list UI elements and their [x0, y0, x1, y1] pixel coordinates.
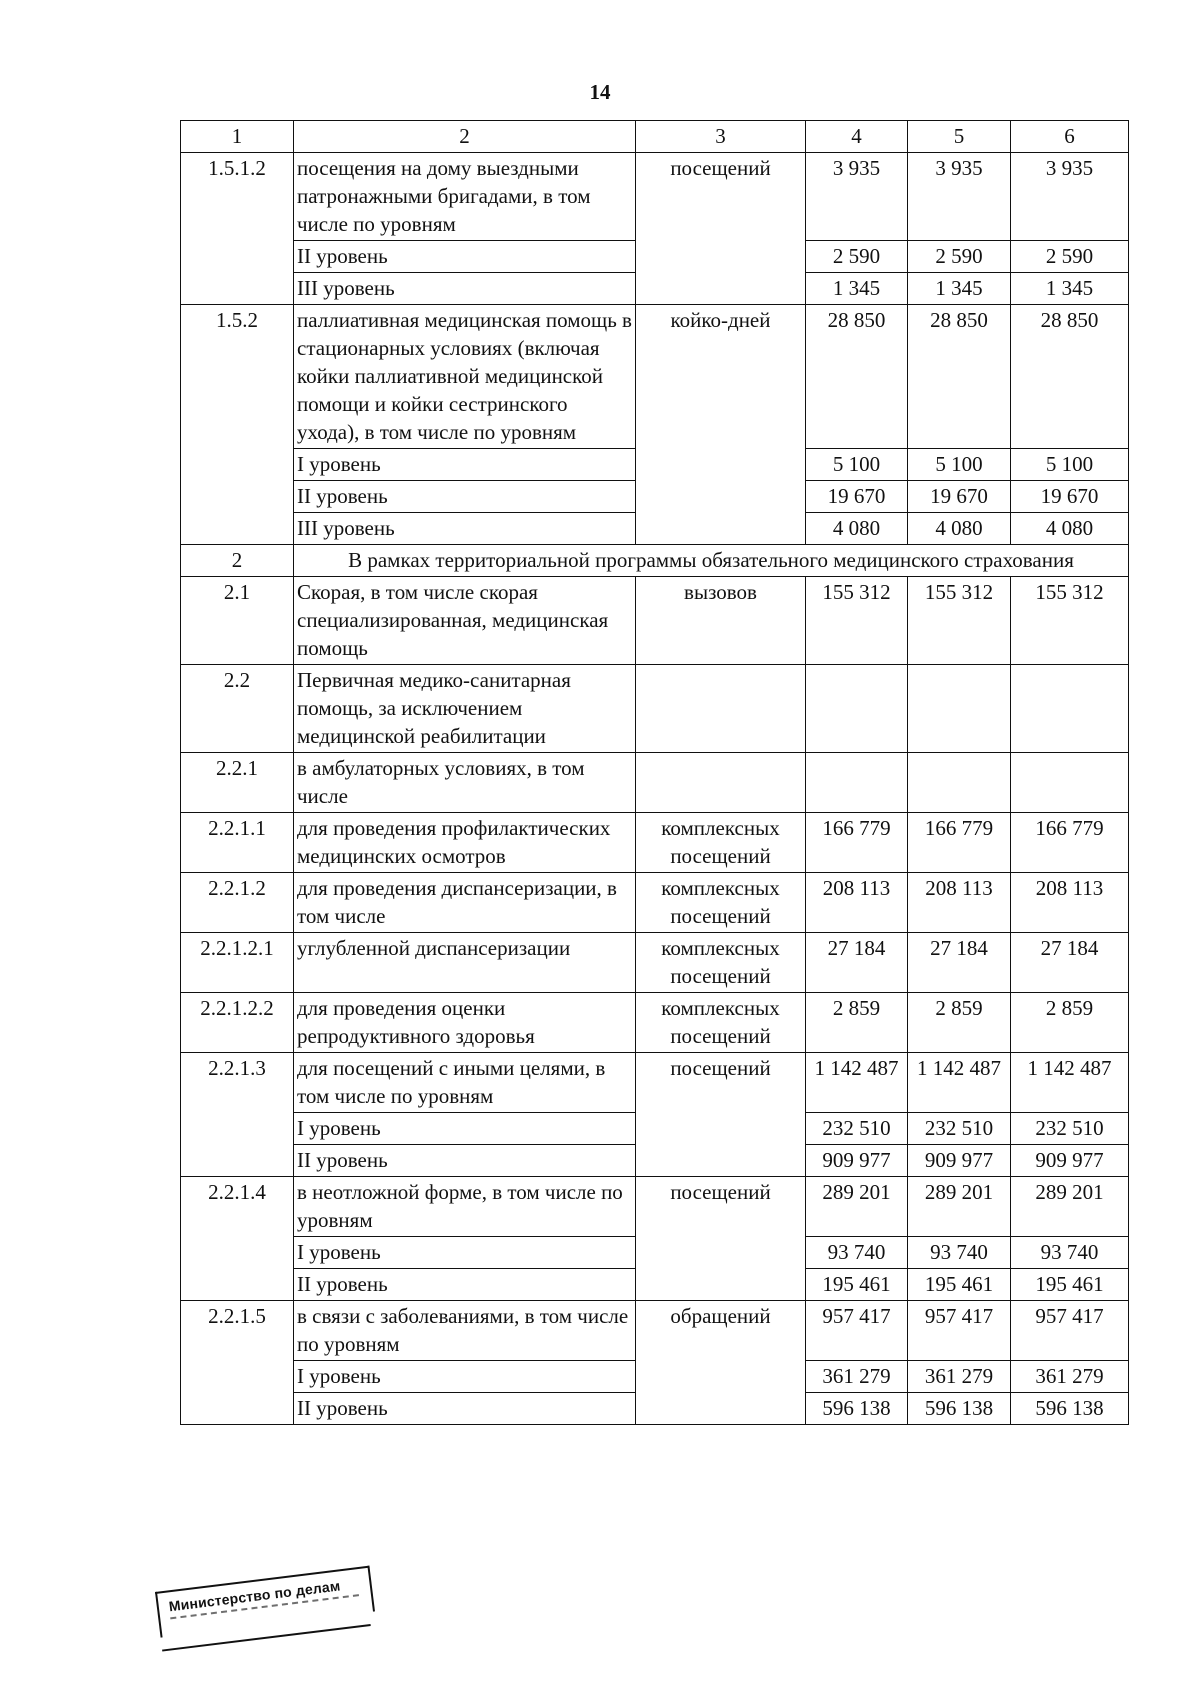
- row-value-col4: 19 670: [806, 481, 908, 513]
- row-code: 1.5.1.2: [181, 153, 294, 305]
- row-value-col5: 2 859: [908, 993, 1011, 1053]
- page-number: 14: [589, 80, 611, 104]
- row-value-col4: 166 779: [806, 813, 908, 873]
- row-value-col4: [806, 753, 908, 813]
- row-value-col6: 208 113: [1011, 873, 1129, 933]
- row-code: 1.5.2: [181, 305, 294, 545]
- row-value-col5: 596 138: [908, 1393, 1011, 1425]
- row-value-col4: 3 935: [806, 153, 908, 241]
- row-value-col4: 957 417: [806, 1301, 908, 1361]
- row-value-col6: 957 417: [1011, 1301, 1129, 1361]
- row-value-col6: 19 670: [1011, 481, 1129, 513]
- data-table: [180, 120, 1129, 1425]
- stamp-text: Министерство по делам: [167, 1577, 342, 1615]
- row-value-col5: 957 417: [908, 1301, 1011, 1361]
- row-value-col4: 28 850: [806, 305, 908, 449]
- row-label: в амбулаторных условиях, в том числе: [294, 753, 636, 813]
- row-value-col6: 195 461: [1011, 1269, 1129, 1301]
- row-value-col4: 596 138: [806, 1393, 908, 1425]
- row-value-col6: 2 590: [1011, 241, 1129, 273]
- table-row: [181, 153, 1129, 241]
- row-value-col5: 2 590: [908, 241, 1011, 273]
- ministry-stamp: [155, 1565, 382, 1661]
- table-row: [181, 665, 1129, 753]
- row-value-col4: 93 740: [806, 1237, 908, 1269]
- row-code: 2.2.1.2.1: [181, 933, 294, 993]
- row-label: I уровень: [294, 1113, 636, 1145]
- row-value-col4: 2 590: [806, 241, 908, 273]
- row-code: 2.2: [181, 665, 294, 753]
- row-value-col4: 1 345: [806, 273, 908, 305]
- row-value-col4: 5 100: [806, 449, 908, 481]
- row-value-col6: 232 510: [1011, 1113, 1129, 1145]
- row-code: 2.1: [181, 577, 294, 665]
- row-value-col4: 232 510: [806, 1113, 908, 1145]
- table-row: [181, 813, 1129, 873]
- row-value-col4: 361 279: [806, 1361, 908, 1393]
- row-unit: посещений: [636, 1177, 806, 1301]
- header-row: [181, 121, 1129, 153]
- col-header-4: 4: [806, 121, 908, 153]
- row-value-col5: [908, 665, 1011, 753]
- table-row: [181, 933, 1129, 993]
- row-value-col5: 93 740: [908, 1237, 1011, 1269]
- row-value-col5: 27 184: [908, 933, 1011, 993]
- table-row: [181, 1177, 1129, 1237]
- row-value-col5: 155 312: [908, 577, 1011, 665]
- row-label: III уровень: [294, 513, 636, 545]
- row-label: для проведения оценки репродуктивного здоровья: [294, 993, 636, 1053]
- row-value-col5: [908, 753, 1011, 813]
- row-code: 2.2.1.2: [181, 873, 294, 933]
- row-value-col6: 3 935: [1011, 153, 1129, 241]
- row-label: в связи с заболеваниями, в том числе по уровням: [294, 1301, 636, 1361]
- row-value-col4: [806, 665, 908, 753]
- row-unit: посещений: [636, 153, 806, 305]
- row-value-col4: 208 113: [806, 873, 908, 933]
- row-label: II уровень: [294, 1269, 636, 1301]
- table-row: [181, 993, 1129, 1053]
- row-label: II уровень: [294, 1393, 636, 1425]
- row-label: Первичная медико-санитарная помощь, за исключением медицинской реабилитации: [294, 665, 636, 753]
- row-value-col4: 195 461: [806, 1269, 908, 1301]
- row-value-col6: 361 279: [1011, 1361, 1129, 1393]
- row-value-col6: 289 201: [1011, 1177, 1129, 1237]
- row-value-col6: 4 080: [1011, 513, 1129, 545]
- row-unit: комплексных посещений: [636, 873, 806, 933]
- row-value-col4: 4 080: [806, 513, 908, 545]
- row-value-col5: 19 670: [908, 481, 1011, 513]
- row-label: для посещений с иными целями, в том числе по уровням: [294, 1053, 636, 1113]
- row-label: I уровень: [294, 449, 636, 481]
- row-value-col6: 5 100: [1011, 449, 1129, 481]
- table-row: [181, 753, 1129, 813]
- row-value-col6: 2 859: [1011, 993, 1129, 1053]
- row-label: углубленной диспансеризации: [294, 933, 636, 993]
- col-header-2: 2: [294, 121, 636, 153]
- row-value-col5: 1 345: [908, 273, 1011, 305]
- row-value-col5: 4 080: [908, 513, 1011, 545]
- row-value-col5: 195 461: [908, 1269, 1011, 1301]
- col-header-6: 6: [1011, 121, 1129, 153]
- row-value-col6: [1011, 753, 1129, 813]
- row-code: 2: [181, 545, 294, 577]
- col-header-3: 3: [636, 121, 806, 153]
- row-code: 2.2.1.5: [181, 1301, 294, 1425]
- row-unit: посещений: [636, 1053, 806, 1177]
- col-header-1: 1: [181, 121, 294, 153]
- row-label: II уровень: [294, 1145, 636, 1177]
- table-row: [181, 1301, 1129, 1361]
- row-label: II уровень: [294, 481, 636, 513]
- row-value-col6: 909 977: [1011, 1145, 1129, 1177]
- row-code: 2.2.1.3: [181, 1053, 294, 1177]
- row-value-col5: 166 779: [908, 813, 1011, 873]
- row-label: для проведения профилактических медицинских осмотров: [294, 813, 636, 873]
- row-value-col5: 5 100: [908, 449, 1011, 481]
- row-value-col6: [1011, 665, 1129, 753]
- row-value-col5: 208 113: [908, 873, 1011, 933]
- row-value-col6: 1 142 487: [1011, 1053, 1129, 1113]
- row-value-col4: 1 142 487: [806, 1053, 908, 1113]
- row-code: 2.2.1: [181, 753, 294, 813]
- row-label: Скорая, в том числе скорая специализированная, медицинская помощь: [294, 577, 636, 665]
- table-row: [181, 873, 1129, 933]
- row-value-col4: 155 312: [806, 577, 908, 665]
- row-unit: [636, 665, 806, 753]
- row-value-col6: 596 138: [1011, 1393, 1129, 1425]
- row-unit: койко-дней: [636, 305, 806, 545]
- row-value-col6: 1 345: [1011, 273, 1129, 305]
- row-value-col5: 289 201: [908, 1177, 1011, 1237]
- row-label: в неотложной форме, в том числе по уровням: [294, 1177, 636, 1237]
- row-label: для проведения диспансеризации, в том числе: [294, 873, 636, 933]
- row-value-col6: 166 779: [1011, 813, 1129, 873]
- section-title: В рамках территориальной программы обязательного медицинского страхования: [294, 545, 1129, 577]
- row-label: I уровень: [294, 1237, 636, 1269]
- row-value-col5: 3 935: [908, 153, 1011, 241]
- row-value-col6: 93 740: [1011, 1237, 1129, 1269]
- row-value-col4: 27 184: [806, 933, 908, 993]
- row-value-col5: 28 850: [908, 305, 1011, 449]
- row-label: II уровень: [294, 241, 636, 273]
- row-value-col6: 27 184: [1011, 933, 1129, 993]
- row-value-col5: 909 977: [908, 1145, 1011, 1177]
- row-code: 2.2.1.2.2: [181, 993, 294, 1053]
- row-unit: комплексных посещений: [636, 993, 806, 1053]
- row-value-col5: 232 510: [908, 1113, 1011, 1145]
- row-value-col4: 909 977: [806, 1145, 908, 1177]
- row-code: 2.2.1.4: [181, 1177, 294, 1301]
- row-value-col5: 1 142 487: [908, 1053, 1011, 1113]
- col-header-5: 5: [908, 121, 1011, 153]
- row-label: паллиативная медицинская помощь в стационарных условиях (включая койки паллиативной медицинской помощи и койки сестринского ухода), в том числе по уровням: [294, 305, 636, 449]
- row-label: III уровень: [294, 273, 636, 305]
- table-row: [181, 577, 1129, 665]
- row-unit: обращений: [636, 1301, 806, 1425]
- table-row: [181, 305, 1129, 449]
- row-value-col6: 28 850: [1011, 305, 1129, 449]
- table-row: [181, 1053, 1129, 1113]
- row-value-col5: 361 279: [908, 1361, 1011, 1393]
- row-unit: комплексных посещений: [636, 933, 806, 993]
- section-row: [181, 545, 1129, 577]
- row-value-col4: 2 859: [806, 993, 908, 1053]
- row-unit: [636, 753, 806, 813]
- row-label: посещения на дому выездными патронажными бригадами, в том числе по уровням: [294, 153, 636, 241]
- row-value-col4: 289 201: [806, 1177, 908, 1237]
- row-code: 2.2.1.1: [181, 813, 294, 873]
- row-value-col6: 155 312: [1011, 577, 1129, 665]
- row-unit: вызовов: [636, 577, 806, 665]
- row-unit: комплексных посещений: [636, 813, 806, 873]
- row-label: I уровень: [294, 1361, 636, 1393]
